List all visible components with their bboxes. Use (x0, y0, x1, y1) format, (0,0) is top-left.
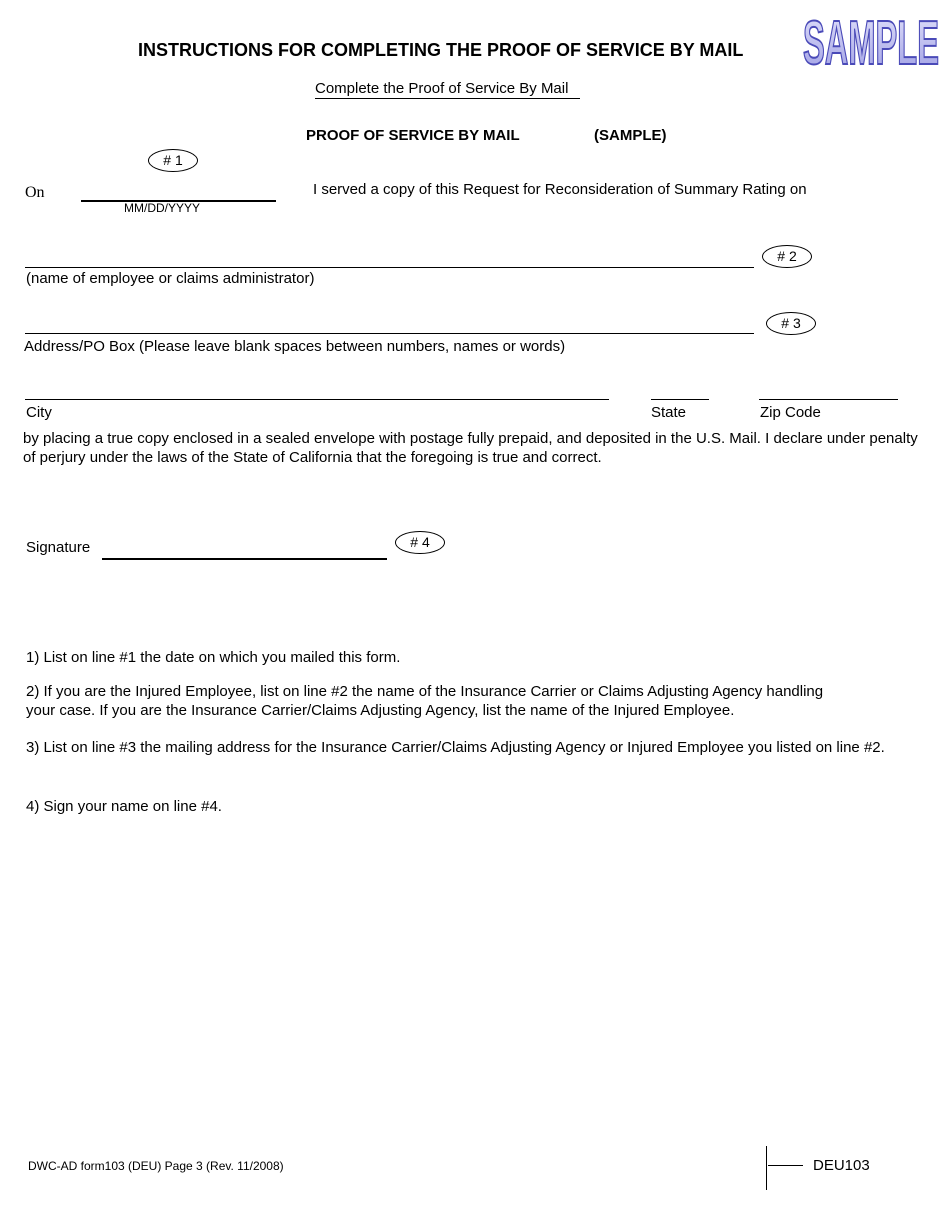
signature-label: Signature (26, 539, 91, 556)
proof-heading: PROOF OF SERVICE BY MAIL (306, 127, 520, 144)
sample-stamp-text: SAMPLE (803, 10, 939, 70)
marker-4: # 4 (395, 531, 445, 554)
on-label: On (25, 184, 45, 201)
marker-1: # 1 (148, 149, 198, 172)
date-hint: MM/DD/YYYY (124, 201, 201, 215)
instruction-item: 2) If you are the Injured Employee, list on line #2 the name of the Insurance Carrier or Claims Adjusting Agency handling your case. If you are the Insurance Carrier/Claims Adjusting Agency, list the name of the Injured Employee. (26, 683, 824, 719)
subtitle: Complete the Proof of Service By Mail (315, 80, 580, 99)
page-title: INSTRUCTIONS FOR COMPLETING THE PROOF OF SERVICE BY MAIL (138, 40, 744, 60)
instruction-item: 1) List on line #1 the date on which you mailed this form. (26, 649, 401, 666)
form-code: DEU103 (813, 1157, 870, 1174)
city-label: City (26, 404, 52, 421)
name-label: (name of employee or claims administrator) (26, 270, 315, 287)
zip-label: Zip Code (760, 404, 821, 421)
instruction-item: 4) Sign your name on line #4. (26, 798, 222, 815)
state-line[interactable] (651, 399, 709, 400)
footer-divider (766, 1146, 767, 1190)
marker-3: # 3 (766, 312, 816, 335)
address-line[interactable] (25, 333, 754, 334)
name-line[interactable] (25, 267, 754, 268)
signature-line[interactable] (102, 558, 387, 560)
proof-sample-label: (SAMPLE) (594, 127, 667, 144)
form-id: DWC-AD form103 (DEU) Page 3 (Rev. 11/2008) (28, 1159, 284, 1173)
sample-stamp (800, 10, 942, 70)
zip-line[interactable] (759, 399, 898, 400)
address-label: Address/PO Box (Please leave blank spaces between numbers, names or words) (24, 338, 566, 355)
instruction-item: 3) List on line #3 the mailing address for the Insurance Carrier/Claims Adjusting Agency or Injured Employee you listed on line #2. (26, 739, 885, 756)
marker-2: # 2 (762, 245, 812, 268)
footer-tick (768, 1165, 803, 1166)
city-line[interactable] (25, 399, 609, 400)
declaration-text: by placing a true copy enclosed in a sealed envelope with postage fully prepaid, and deposited in the U.S. Mail. I declare under penalty of perjury under the laws of the State of California that the foregoing is true and correct. (23, 430, 918, 466)
served-text: I served a copy of this Request for Reconsideration of Summary Rating on (313, 181, 807, 198)
state-label: State (651, 404, 687, 421)
